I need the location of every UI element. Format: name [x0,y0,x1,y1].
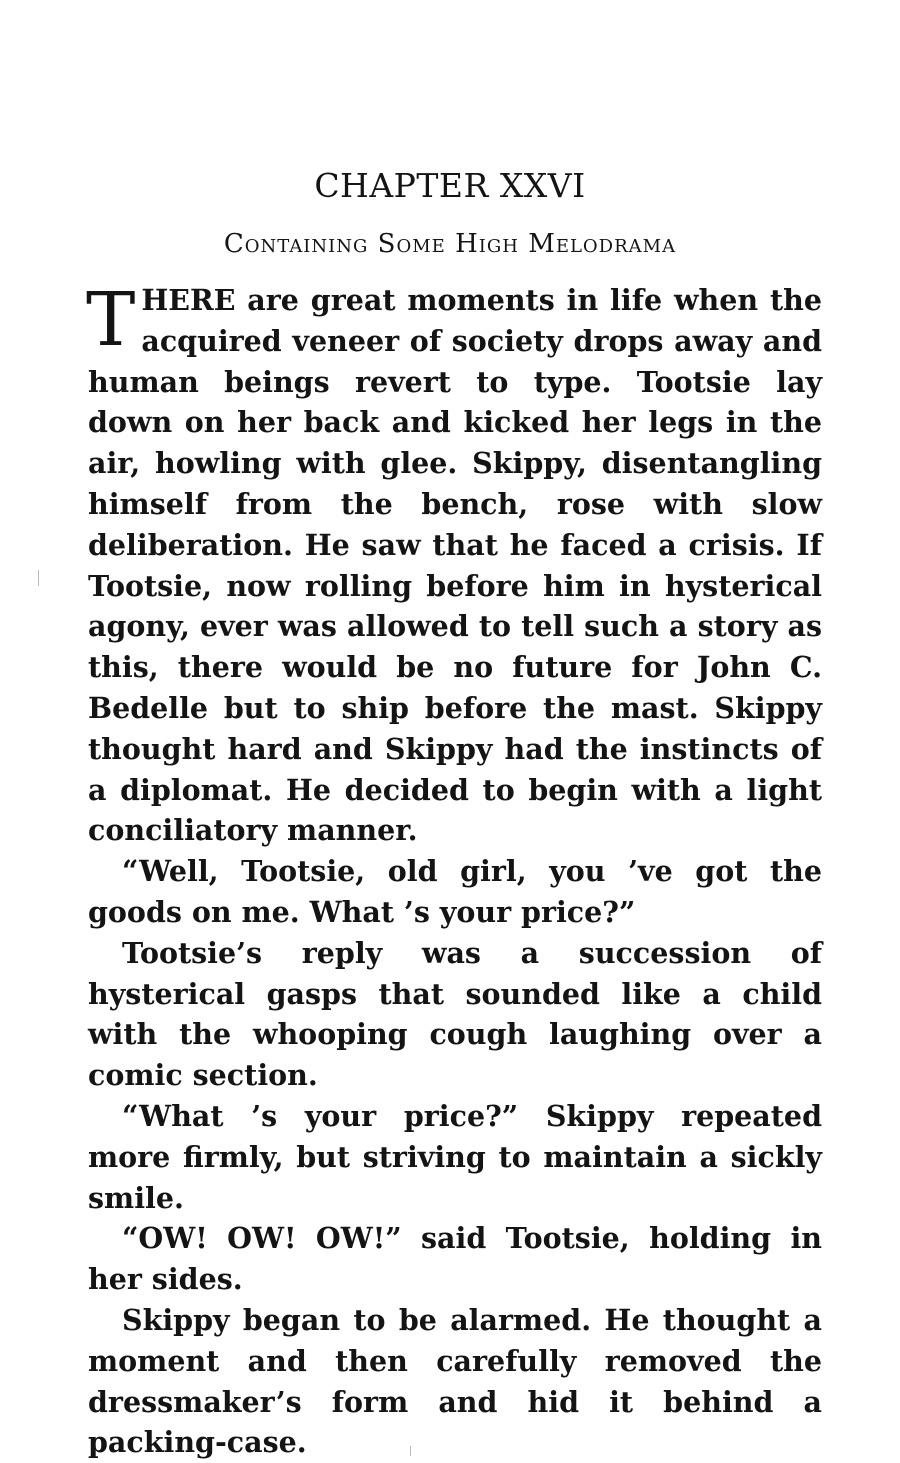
scan-mark-bottom [410,1446,411,1456]
paragraph-3: Tootsie’s reply was a succession of hysterical gasps that sounded like a child with the whooping cough laughing over a comic section. [88,935,822,1093]
chapter-heading: CHAPTER XXVI [314,166,586,205]
paragraph-4: “What ’s your price?” Skippy repeated more firmly, but striving to maintain a sickly smile. [88,1098,822,1215]
paragraph-2: “Well, Tootsie, old girl, you ’ve got the goods on me. What ’s your price?” [88,854,822,929]
chapter-body [86,277,822,1463]
drop-cap: T [86,277,136,363]
scan-mark-left [38,570,39,586]
chapter-subtitle: Containing Some High Melodrama [223,229,677,259]
paragraph-5: “OW! OW! OW!” said Tootsie, holding in her sides. [88,1221,822,1297]
paragraph-1 [86,277,822,851]
paragraph-1-text: HERE are great moments in life when the acquired veneer of society drops away and human beings revert to type. Tootsie lay down on her back and kicked her legs in the air, howling with glee. Skippy, disentangling himself from the bench, rose with slow deliberation. He saw that he faced a crisis. If Tootsie, now rolling before him in hysterical agony, ever was allowed to tell such a story as this, there would be no future for John C. Bedelle but to ship before the mast. Skippy thought hard and Skippy had the instincts of a diplomat. He decided to begin with a light conciliatory manner. [88,283,822,848]
paragraph-6: Skippy began to be alarmed. He thought a moment and then carefully removed the dressmaker’s form and hid it behind a packing-case. [88,1302,822,1460]
